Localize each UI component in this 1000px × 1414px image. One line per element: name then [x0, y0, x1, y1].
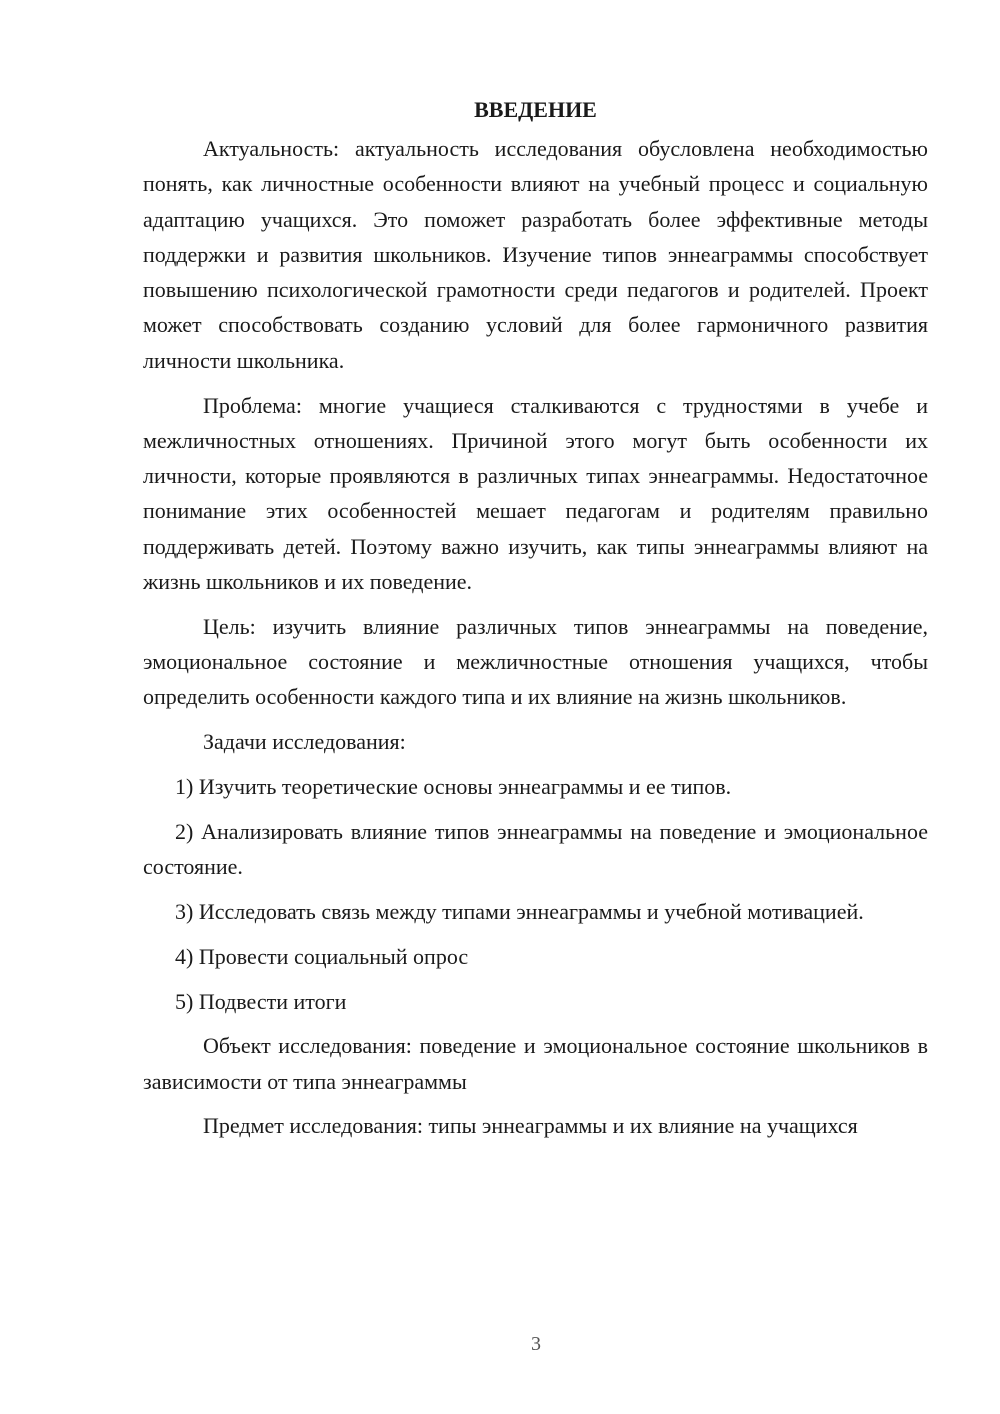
object-paragraph: Объект исследования: поведение и эмоциональное состояние школьников в зависимости от типа эннеаграммы [143, 1033, 928, 1094]
task-item: 5) Подвести итоги [175, 988, 347, 1014]
goal-paragraph: Цель: изучить влияние различных типов эннеаграммы на поведение, эмоциональное состояние и межличностные отношения учащихся, чтобы определить особенности каждого типа и их влияние на жизнь школьников. [143, 613, 928, 710]
task-item: 3) Исследовать связь между типами эннеаграммы и учебной мотивацией. [175, 898, 864, 924]
problem-paragraph: Проблема: многие учащиеся сталкиваются с трудностями в учебе и межличностных отношениях. Причиной этого могут быть особенности их личности, которые проявляются в различных типах эннеаграммы. Недостаточное понимание этих особенностей мешает педагогам и родителям правильно поддерживать детей. Поэтому важно изучить, как типы эннеаграммы влияют на жизнь школьников и их поведение. [143, 392, 928, 595]
page-body [143, 92, 928, 1153]
task-item: 2) Анализировать влияние типов эннеаграммы на поведение и эмоциональное состояние. [143, 818, 928, 880]
task-item: 1) Изучить теоретические основы эннеаграммы и ее типов. [175, 774, 732, 800]
relevance-paragraph: Актуальность: актуальность исследования обусловлена необходимостью понять, как личностные особенности влияют на учебный процесс и социальную адаптацию учащихся. Это поможет разработать более эффективные методы поддержки и развития школьников. Изучение типов эннеаграммы способствует повышению психологической грамотности среди педагогов и родителей. Проект может способствовать созданию условий для более гармоничного развития личности школьника. [143, 136, 928, 373]
subject-paragraph: Предмет исследования: типы эннеаграммы и их влияние на учащихся [203, 1113, 858, 1139]
page-number: 3 [531, 1333, 541, 1355]
tasks-heading: Задачи исследования: [203, 729, 406, 755]
task-item: 4) Провести социальный опрос [175, 943, 469, 969]
section-title: ВВЕДЕНИЕ [474, 97, 597, 122]
